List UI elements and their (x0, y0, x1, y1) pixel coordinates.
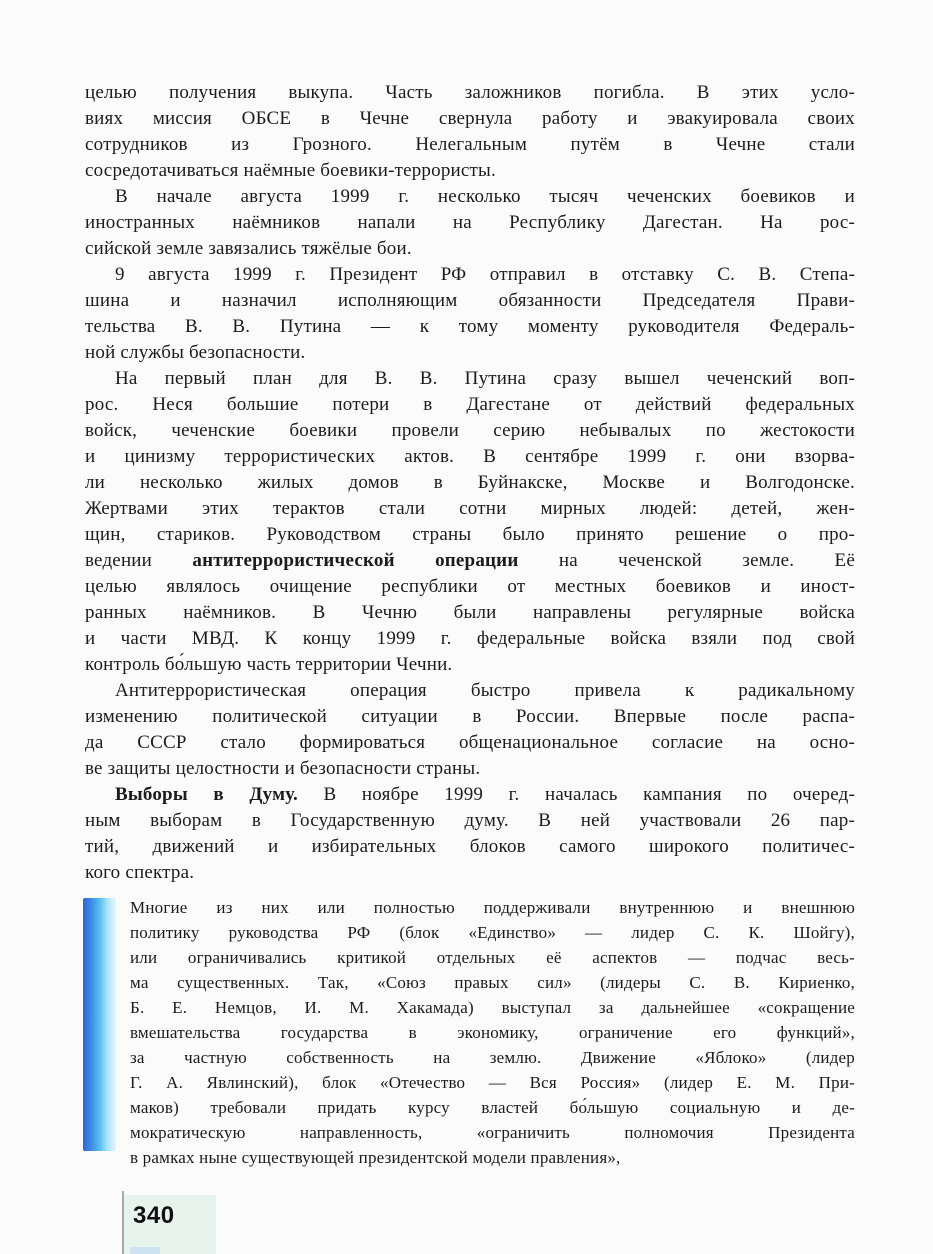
text-line: в рамках ныне существующей президентской модели правления», (130, 1148, 621, 1167)
text-line: войск, чеченские боевики провели серию небывалых по жестокости (85, 420, 855, 441)
paragraph (130, 895, 855, 1170)
paragraph (85, 184, 855, 262)
text-line: мократическую направленность, «ограничить полномочия Президента (130, 1123, 855, 1142)
excerpt-text (130, 895, 855, 1170)
text-line: шина и назначил исполняющим обязанности Председателя Прави- (85, 290, 855, 311)
text-line: да СССР стало формироваться общенациональное согласие на осно- (85, 732, 855, 753)
paragraph (85, 678, 855, 782)
text-line: Антитеррористическая операция быстро привела к радикальному (115, 680, 855, 701)
text-line: маков) требовали придать курсу властей бо́льшую социальную и де- (130, 1098, 855, 1117)
text-line: Жертвами этих терактов стали сотни мирных людей: детей, жен- (85, 498, 855, 519)
text-line: виях миссия ОБСЕ в Чечне свернула работу и эвакуировала своих (85, 108, 855, 129)
text-line: целью получения выкупа. Часть заложников погибла. В этих усло- (85, 82, 855, 103)
text-line: ной службы безопасности. (85, 342, 306, 363)
main-text (85, 80, 855, 886)
text-line: 9 августа 1999 г. Президент РФ отправил в отставку С. В. Степа- (115, 264, 855, 285)
text-line: и части МВД. К концу 1999 г. федеральные войска взяли под свой (85, 628, 855, 649)
text-line: или ограничивались критикой отдельных её аспектов — подчас весь- (130, 948, 855, 967)
text-line: политику руководства РФ (блок «Единство» — лидер С. К. Шойгу), (130, 923, 855, 942)
text-line: ма существенных. Так, «Союз правых сил» (лидеры С. В. Кириенко, (130, 973, 855, 992)
text-line: На первый план для В. В. Путина сразу вышел чеченский воп- (115, 368, 855, 389)
text-line: ным выборам в Государственную думу. В ней участвовали 26 пар- (85, 810, 855, 831)
text-line: ве защиты целостности и безопасности страны. (85, 758, 481, 779)
paragraph (85, 782, 855, 886)
paragraph (85, 366, 855, 678)
text-line: контроль бо́льшую часть территории Чечни. (85, 654, 453, 675)
text-line: щин, стариков. Руководством страны было принято решение о про- (85, 524, 855, 545)
text-line: ли несколько жилых домов в Буйнакске, Москве и Волгодонске. (85, 472, 855, 493)
text-line: вмешательства государства в экономику, ограничение его функций», (130, 1023, 855, 1042)
text-line: за частную собственность на землю. Движение «Яблоко» (лидер (130, 1048, 855, 1067)
text-line: Выборы в Думу. В ноябре 1999 г. началась кампания по очеред- (115, 784, 855, 805)
text-line: кого спектра. (85, 862, 195, 883)
text-line: тий, движений и избирательных блоков самого широкого политичес- (85, 836, 855, 857)
paragraph (85, 262, 855, 366)
text-line: ранных наёмников. В Чечню были направлены регулярные войска (85, 602, 855, 623)
text-column (85, 80, 855, 1170)
footer-blue-strip (130, 1247, 160, 1254)
paragraph (85, 80, 855, 184)
text-line: иностранных наёмников напали на Республику Дагестан. На рос- (85, 212, 855, 233)
text-line: В начале августа 1999 г. несколько тысяч чеченских боевиков и (115, 186, 855, 207)
text-line: и цинизму террористических актов. В сентябре 1999 г. они взорва- (85, 446, 855, 467)
text-line: Многие из них или полностью поддерживали внутреннюю и внешнюю (130, 898, 855, 917)
text-line: Б. Е. Немцов, И. М. Хакамада) выступал за дальнейшее «сокращение (130, 998, 855, 1017)
text-line: тельства В. В. Путина — к тому моменту руководителя Федераль- (85, 316, 855, 337)
text-line: сийской земле завязались тяжёлые бои. (85, 238, 412, 259)
text-line: Г. А. Явлинский), блок «Отечество — Вся Россия» (лидер Е. М. При- (130, 1073, 855, 1092)
text-line: рос. Неся большие потери в Дагестане от действий федеральных (85, 394, 855, 415)
text-line: целью являлось очищение республики от местных боевиков и иност- (85, 576, 855, 597)
text-line: сосредотачиваться наёмные боевики-террористы. (85, 160, 496, 181)
text-line: ведении антитеррористической операции на чеченской земле. Её (85, 550, 855, 571)
excerpt-block (85, 895, 855, 1170)
page-number: 340 (133, 1202, 175, 1229)
page-number-box (124, 1195, 216, 1254)
text-line: изменению политической ситуации в России. Впервые после распа- (85, 706, 855, 727)
text-line: сотрудников из Грозного. Нелегальным путём в Чечне стали (85, 134, 855, 155)
excerpt-accent-bar (83, 898, 116, 1151)
